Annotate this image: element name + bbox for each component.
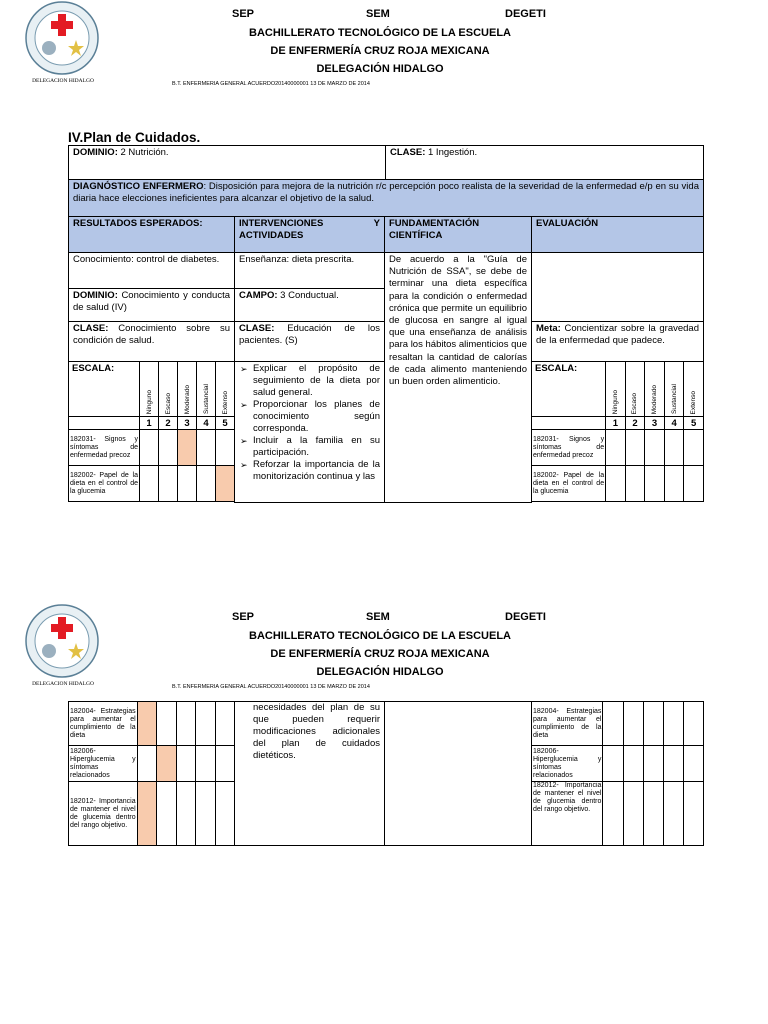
header-fundamentacion: FUNDAMENTACIÓN CIENTÍFICA — [384, 216, 532, 253]
actividades-cell — [234, 361, 385, 503]
header-evaluacion: EVALUACIÓN — [531, 216, 704, 253]
scale-header: Ninguno — [145, 389, 153, 414]
institution-name: DE ENFERMERÍA CRUZ ROJA MEXICANA — [270, 648, 490, 660]
scale-cell — [197, 430, 216, 466]
scale-header: Moderado — [651, 384, 659, 414]
scale-number: 4 — [197, 417, 216, 430]
actividad-item: ➢ Proporcionar los planes de conocimiento según corresponda. — [253, 399, 380, 435]
scale-header: Sustancial — [670, 384, 678, 414]
delegation-name: DELEGACIÓN HIDALGO — [316, 63, 444, 75]
scale-cell — [197, 466, 216, 502]
indicator-label: 182012- Importancia de mantener el nivel de glucemia dentro del rango objetivo. — [532, 782, 603, 846]
scale-cell — [140, 430, 159, 466]
indicator-label: 182004- Estrategias para aumentar el cumplimiento de la dieta — [69, 702, 138, 746]
degeti-label: DEGETI — [505, 611, 546, 623]
logo-caption: DELEGACION HIDALGO — [32, 681, 94, 687]
scale-row — [69, 746, 235, 782]
indicator-label: 182031- Signos y síntomas de enfermedad precoz — [69, 430, 140, 466]
actividades-list — [239, 363, 380, 483]
scale-number: 3 — [178, 417, 197, 430]
escala-table-right — [531, 361, 704, 502]
scale-header: Moderado — [183, 384, 191, 414]
campo-cell: CAMPO: 3 Conductual. — [234, 288, 385, 322]
indicator-label: 182006- Hiperglucemia y síntomas relacionados — [532, 746, 603, 782]
intervencion-ensenanza: Enseñanza: dieta prescrita. — [234, 252, 385, 289]
escala-table-right-p2 — [531, 701, 704, 846]
delegation-name: DELEGACIÓN HIDALGO — [316, 666, 444, 678]
indicator-label: 182002- Papel de la dieta en el control de la glucemia — [532, 466, 606, 502]
resultado-conocimiento: Conocimiento: control de diabetes. — [68, 252, 235, 289]
fundamentacion-text: De acuerdo a la "Guía de Nutrición de SSA", se debe de terminar una dieta específica para la condición o enfermedad crónica que permite un equilibrio de glucosa en sangre al igual que una enseñanza de análisis para los hábitos alimenticios que resaltan la cantidad de calorías de cada alimento manteniendo un buen orden alimenticio. — [384, 252, 532, 503]
indicator-label: 182006- Hiperglucemia y síntomas relacionados — [69, 746, 138, 782]
scale-number: 3 — [645, 417, 665, 430]
cruz-roja-logo — [24, 0, 100, 76]
scale-cell — [178, 466, 197, 502]
escala-label: ESCALA: — [535, 363, 578, 374]
scale-cell — [159, 466, 178, 502]
escala-table-left-p2 — [68, 701, 235, 846]
scale-cell-marked — [178, 430, 197, 466]
clase3-cell: CLASE: Educación de los pacientes. (S) — [234, 321, 385, 362]
scale-number: 5 — [684, 417, 704, 430]
logo-caption: DELEGACION HIDALGO — [32, 78, 94, 84]
scale-row — [69, 430, 235, 466]
sem-label: SEM — [366, 611, 390, 623]
scale-number: 4 — [664, 417, 684, 430]
scale-cell — [216, 430, 235, 466]
agreement-note: B.T. ENFERMERIA GENERAL ACUERDO20140000001 13 DE MARZO DE 2014 — [172, 81, 370, 87]
page2-header — [0, 603, 768, 693]
scale-header: Extenso — [221, 390, 229, 414]
actividad-item: ➢ Explicar el propósito de seguimiento de la dieta por salud general. — [253, 363, 380, 399]
scale-row — [532, 746, 704, 782]
diagnostico-cell: DIAGNÓSTICO ENFERMERO: Disposición para mejora de la nutrición r/c percepción poco realista de la severidad de la enfermedad e/p en su vida diaria hace elecciones ineficientes para alcanzar el objetivo de la salud. — [68, 179, 704, 217]
section-title: IV.Plan de Cuidados. — [68, 130, 201, 145]
dominio2-cell: DOMINIO: Conocimiento y conducta de salud (IV) — [68, 288, 235, 322]
escala-table-left — [68, 361, 235, 502]
scale-number: 1 — [140, 417, 159, 430]
scale-row — [69, 782, 235, 846]
cruz-roja-logo — [24, 603, 100, 679]
escala-label: ESCALA: — [72, 363, 115, 374]
degeti-label: DEGETI — [505, 8, 546, 20]
scale-number: 5 — [216, 417, 235, 430]
meta-cell: Meta: Concientizar sobre la gravedad de la enfermedad que padece. — [531, 321, 704, 362]
continuation-cell: necesidades del plan de su que pueden requerir modificaciones adicionales del plan de cuidados dietéticos. — [234, 701, 385, 846]
page1-header — [0, 0, 768, 90]
scale-number: 2 — [159, 417, 178, 430]
clase-cell: CLASE: 1 Ingestión. — [385, 145, 704, 180]
sep-label: SEP — [232, 611, 255, 623]
institution-name: DE ENFERMERÍA CRUZ ROJA MEXICANA — [270, 45, 490, 57]
scale-header: Extenso — [690, 390, 698, 414]
fundamentacion-empty-p2 — [384, 701, 532, 846]
scale-row — [532, 466, 704, 502]
agreement-note: B.T. ENFERMERIA GENERAL ACUERDO20140000001 13 DE MARZO DE 2014 — [172, 684, 370, 690]
scale-row — [532, 782, 704, 846]
scale-cell — [140, 466, 159, 502]
header-resultados: RESULTADOS ESPERADOS: — [68, 216, 235, 253]
scale-row — [69, 702, 235, 746]
school-name: BACHILLERATO TECNOLÓGICO DE LA ESCUELA — [249, 27, 511, 39]
dominio-cell: DOMINIO: 2 Nutrición. — [68, 145, 386, 180]
scale-number: 1 — [606, 417, 626, 430]
scale-number: 2 — [625, 417, 645, 430]
scale-header: Escaso — [631, 392, 639, 414]
scale-header: Ninguno — [611, 389, 619, 414]
header-intervenciones: INTERVENCIONES Y ACTIVIDADES — [234, 216, 385, 253]
scale-row — [532, 430, 704, 466]
indicator-label: 182004- Estrategias para aumentar el cumplimiento de la dieta — [532, 702, 603, 746]
sep-label: SEP — [232, 8, 255, 20]
scale-cell-marked — [137, 782, 156, 846]
clase2-cell: CLASE: Conocimiento sobre su condición de salud. — [68, 321, 235, 362]
scale-cell-marked — [157, 746, 176, 782]
actividad-item: ➢ Reforzar la importancia de la monitorización continua y las — [253, 459, 380, 483]
scale-row — [69, 466, 235, 502]
indicator-label: 182002- Papel de la dieta en el control de la glucemia — [69, 466, 140, 502]
scale-cell-marked — [216, 466, 235, 502]
evaluacion-empty — [531, 252, 704, 322]
scale-header: Sustancial — [202, 384, 210, 414]
actividad-item: ➢ Incluir a la familia en su participación. — [253, 435, 380, 459]
scale-header: Escaso — [164, 392, 172, 414]
scale-row — [532, 702, 704, 746]
indicator-label: 182012- Importancia de mantener el nivel de glucemia dentro del rango objetivo. — [69, 782, 138, 846]
scale-cell-marked — [137, 702, 156, 746]
scale-cell — [159, 430, 178, 466]
sem-label: SEM — [366, 8, 390, 20]
indicator-label: 182031- Signos y síntomas de enfermedad precoz — [532, 430, 606, 466]
school-name: BACHILLERATO TECNOLÓGICO DE LA ESCUELA — [249, 630, 511, 642]
